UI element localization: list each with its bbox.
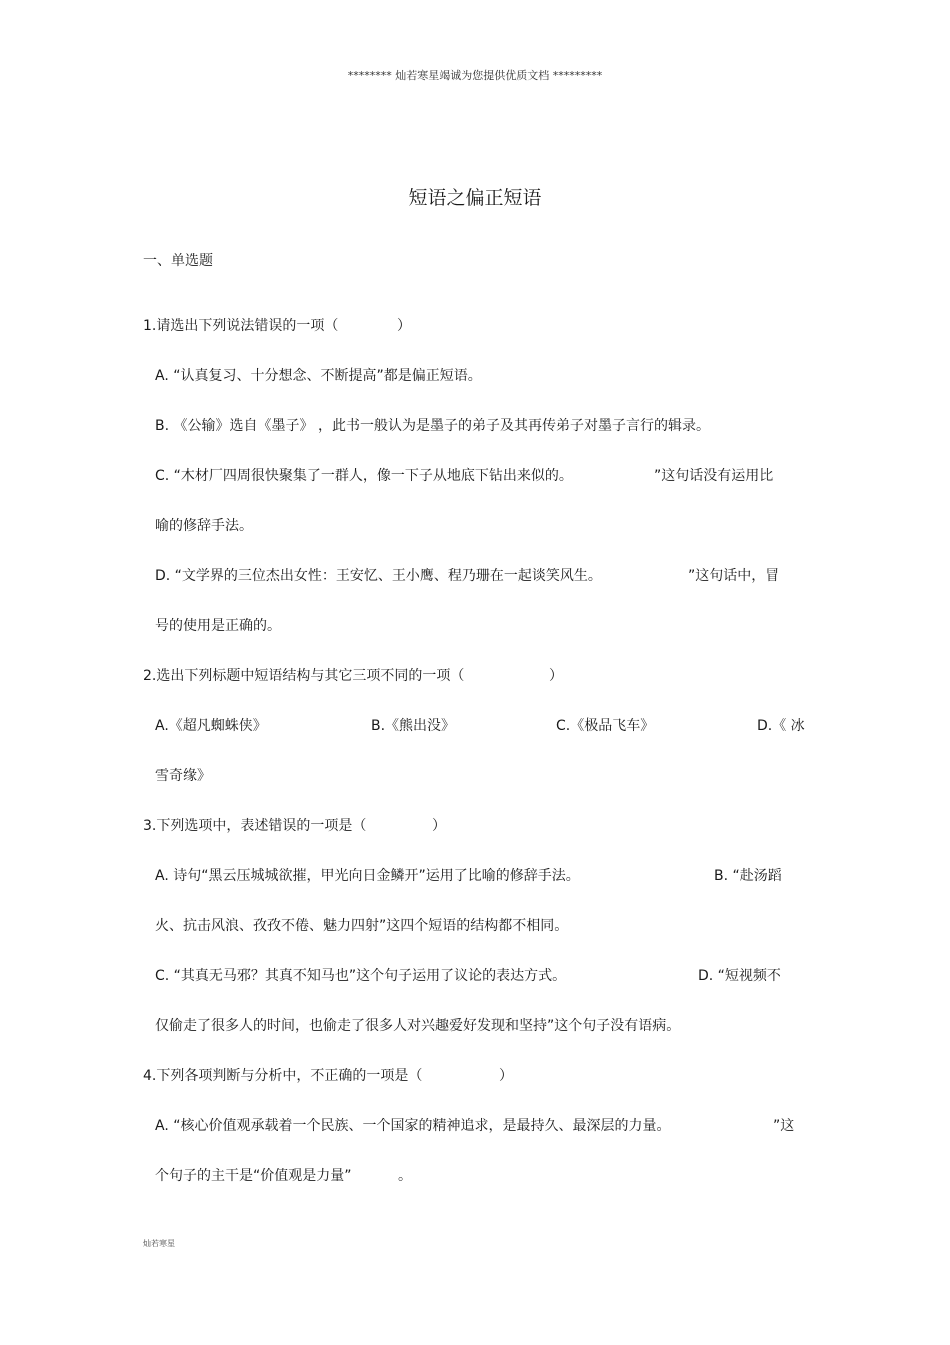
question-3-option-b: B. “赴汤蹈 [714,868,782,884]
question-3-option-b-cont: 火、抗击风浪、孜孜不倦、魅力四射”这四个短语的结构都不相同。 [155,918,569,934]
question-3-stem: 3.下列选项中，表述错误的一项是（ [143,818,367,834]
question-1-close: ） [397,318,411,334]
section-heading: 一、单选题 [143,253,213,269]
question-4-option-a-tail: ”这 [773,1118,795,1134]
question-2-option-d: D.《 冰 [757,718,805,734]
question-3-option-d: D. “短视频不 [698,968,781,984]
question-4-stem: 4.下列各项判断与分析中，不正确的一项是（ [143,1068,423,1084]
question-1-option-c-tail: ”这句话没有运用比 [654,468,774,484]
question-2-option-b: B.《熊出没》 [371,718,456,734]
question-1-option-d-tail: ”这句话中，冒 [688,568,780,584]
question-2-close: ） [549,668,563,684]
question-1-option-c-cont: 喻的修辞手法。 [155,518,253,534]
question-3-option-a: A. 诗句“黑云压城城欲摧，甲光向日金鳞开”运用了比喻的修辞手法。 [155,868,580,884]
question-3-option-d-cont: 仅偷走了很多人的时间，也偷走了很多人对兴趣爱好发现和坚持”这个句子没有语病。 [155,1018,681,1034]
question-4-option-a: A. “核心价值观承载着一个民族、一个国家的精神追求，是最持久、最深层的力量。 [155,1118,671,1134]
question-1-option-a: A. “认真复习、十分想念、不断提高”都是偏正短语。 [155,368,482,384]
question-4-option-a-cont: 个句子的主干是“价值观是力量” [155,1168,352,1184]
question-4-option-a-period: 。 [398,1168,412,1184]
question-1-option-b: B. 《公输》选自《墨子》 ，此书一般认为是墨子的弟子及其再传弟子对墨子言行的辑录。 [155,418,710,434]
question-1-option-c: C. “木材厂四周很快聚集了一群人，像一下子从地底下钻出来似的。 [155,468,573,484]
question-1-option-d: D. “文学界的三位杰出女性：王安忆、王小鹰、程乃珊在一起谈笑风生。 [155,568,602,584]
question-1-option-d-cont: 号的使用是正确的。 [155,618,281,634]
question-2-option-d-cont: 雪奇缘》 [155,768,211,784]
question-2-option-c: C.《极品飞车》 [556,718,655,734]
question-3-close: ） [432,818,446,834]
question-1-stem: 1.请选出下列说法错误的一项（ [143,318,339,334]
question-2-stem: 2.选出下列标题中短语结构与其它三项不同的一项（ [143,668,465,684]
question-3-option-c: C. “其真无马邪？其真不知马也”这个句子运用了议论的表达方式。 [155,968,567,984]
document-title: 短语之偏正短语 [408,187,542,209]
page-footer: 灿若寒星 [143,1239,175,1248]
question-2-option-a: A.《超凡蜘蛛侠》 [155,718,267,734]
page-header: ******** 灿若寒星竭诚为您提供优质文档 ********* [347,69,603,82]
question-4-close: ） [499,1068,513,1084]
